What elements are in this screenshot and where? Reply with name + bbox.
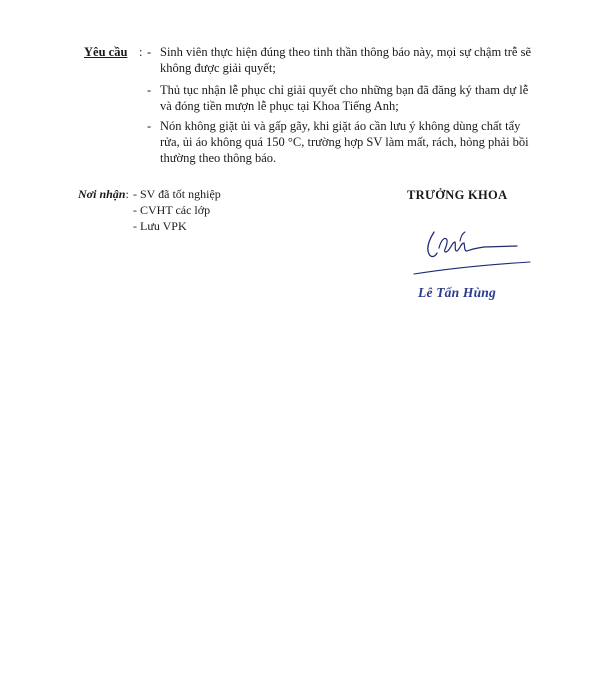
requirement-line: rửa, ủi áo không quá 150 °C, trường hợp SV làm mất, rách, hỏng phải bồi [160, 135, 529, 149]
recipients-header: Nơi nhận: [78, 187, 129, 201]
requirement-line: Nón không giặt ủi và gấp gãy, khi giặt áo cần lưu ý không dùng chất tẩy [160, 119, 521, 133]
signer-title: TRƯỞNG KHOA [407, 188, 508, 202]
requirement-line: Thủ tục nhận lễ phục chỉ giải quyết cho những bạn đã đăng ký tham dự lễ [160, 83, 529, 97]
recipients-label: Nơi nhận [78, 187, 126, 201]
requirement-line: Sinh viên thực hiện đúng theo tinh thần thông báo này, mọi sự chậm trễ sẽ [160, 45, 532, 59]
requirement-line: không được giải quyết; [160, 61, 276, 75]
requirement-line: thường theo thông báo. [160, 151, 277, 165]
list-dash: - [147, 83, 152, 97]
recipient-item: - Lưu VPK [133, 219, 187, 233]
requirement-line: và đóng tiền mượn lễ phục tại Khoa Tiếng Anh; [160, 99, 399, 113]
recipient-item: - SV đã tốt nghiệp [133, 187, 221, 201]
list-dash: - [147, 119, 152, 133]
signer-name: Lê Tấn Hùng [418, 285, 496, 300]
requirements-colon: : [139, 45, 143, 59]
recipient-item: - CVHT các lớp [133, 203, 211, 217]
requirements-label: Yêu cầu [84, 45, 128, 59]
list-dash: - [147, 45, 152, 59]
